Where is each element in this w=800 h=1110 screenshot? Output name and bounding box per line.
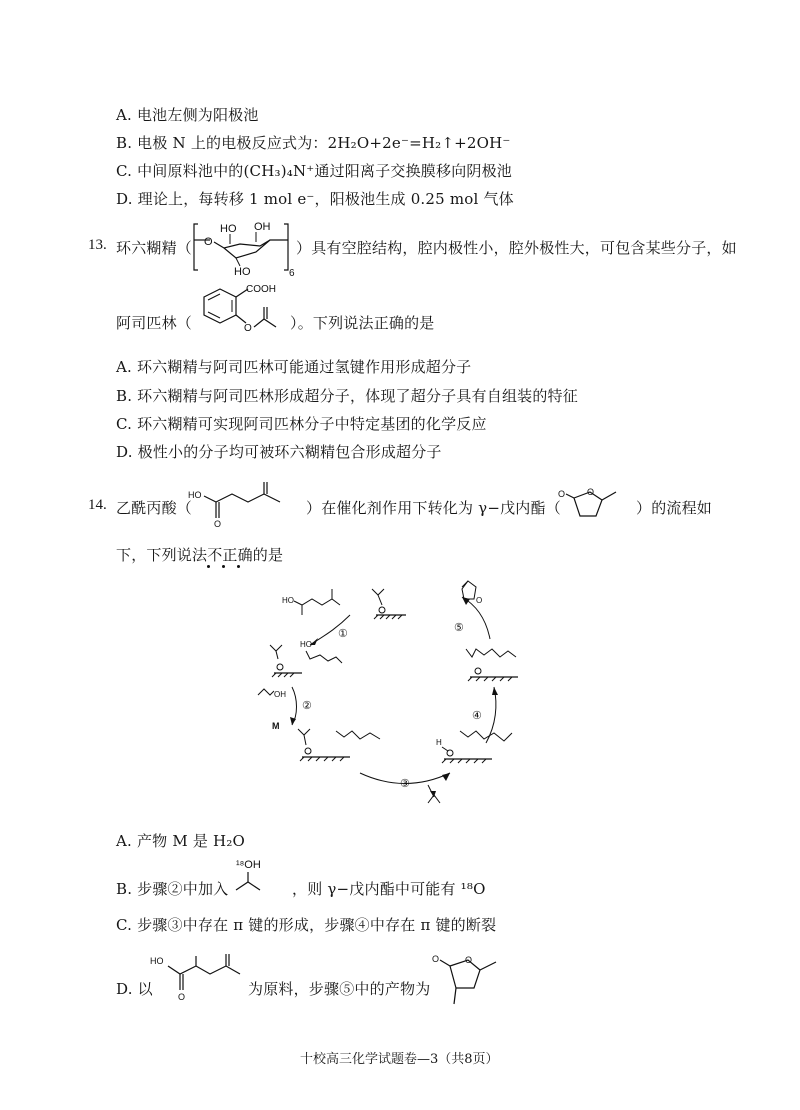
page-footer: 十校高三化学试题卷—3（共8页） <box>300 1052 499 1067</box>
q14-option-d-part2: 为原料，步骤⑤中的产物为 <box>248 980 431 998</box>
cycle-intermediate-4 <box>466 649 518 681</box>
ring-o-label: O <box>587 487 595 497</box>
q14-stem-line1b: ）的流程如 <box>636 499 713 517</box>
subscript-6: 6 <box>289 268 295 279</box>
o-label: O <box>214 519 222 529</box>
svg-text:OH: OH <box>274 690 286 699</box>
ring-o-label: O <box>465 955 473 965</box>
o18-label: ¹⁸OH <box>236 859 261 871</box>
emphasis-dot <box>207 565 210 568</box>
q13-option-c: C. 环六糊精可实现阿司匹林分子中特定基团的化学反应 <box>116 415 487 433</box>
q12-option-a: A. 电池左侧为阳极池 <box>116 106 259 124</box>
methyl-valerolactone-structure <box>430 948 514 1012</box>
cooh-label: COOH <box>246 284 276 295</box>
svg-text:O: O <box>204 236 213 248</box>
svg-text:O: O <box>476 596 483 605</box>
svg-text:O: O <box>178 992 186 1002</box>
levulinic-acid-structure <box>188 480 300 530</box>
q13-stem-line1: ）具有空腔结构，腔内极性小，腔外极性大，可包含某些分子，如 <box>296 239 737 257</box>
svg-text:HO: HO <box>282 596 294 605</box>
q13-stem-line2: ）。下列说法正确的是 <box>290 314 435 332</box>
q14-option-a: A. 产物 M 是 H₂O <box>116 832 246 850</box>
q14-name-levulinic-acid: 乙酰丙酸（ <box>116 499 193 517</box>
cycle-levulinic-acid <box>282 589 340 615</box>
emphasis-dot <box>222 565 225 568</box>
q14-option-d-part1: D. 以 <box>116 980 153 998</box>
cycle-intermediate-2 <box>298 729 380 761</box>
cycle-step-2 <box>258 687 312 731</box>
q13-name-aspirin: 阿司匹林（ <box>116 314 193 332</box>
o-label: O <box>558 489 566 499</box>
emphasis-dot <box>237 565 240 568</box>
methyl-levulinic-acid-structure <box>150 950 250 1006</box>
q14-number: 14. <box>88 497 107 513</box>
q13-option-d: D. 极性小的分子均可被环六糊精包合形成超分子 <box>116 443 442 461</box>
step-5: ⑤ <box>454 622 464 634</box>
step-2: ② <box>302 700 312 712</box>
q12-option-b: B. 电极 N 上的电极反应式为：2H₂O+2e⁻=H₂↑+2OH⁻ <box>116 134 511 152</box>
q14-option-c: C. 步骤③中存在 π 键的形成，步骤④中存在 π 键的断裂 <box>116 916 497 934</box>
ho-label: HO <box>220 223 237 235</box>
isopropanol-18o-structure <box>226 856 296 898</box>
cycle-intermediate-1 <box>270 640 342 677</box>
q14-stem-line1: ）在催化剂作用下转化为 γ−戊内酯（ <box>306 499 561 517</box>
ho-label: HO <box>188 490 202 500</box>
q13-option-b: B. 环六糊精与阿司匹林形成超分子，体现了超分子具有自组装的特征 <box>116 387 578 405</box>
product-m: M <box>272 721 280 731</box>
q14-stem-line2: 下，下列说法不正确的是 <box>116 546 284 564</box>
q12-option-d: D. 理论上，每转移 1 mol e⁻，阳极池生成 0.25 mol 气体 <box>116 190 514 208</box>
step-4: ④ <box>472 710 482 722</box>
step-3: ③ <box>400 778 410 790</box>
q12-option-c: C. 中间原料池中的(CH₃)₄N⁺通过阳离子交换膜移向阴极池 <box>116 162 513 180</box>
ho-label-2: HO <box>234 266 251 278</box>
q14-option-b-part1: B. 步骤②中加入 <box>116 880 229 898</box>
q13-name-cyclodextrin: 环六糊精（ <box>116 239 193 257</box>
q13-option-a: A. 环六糊精与阿司匹林可能通过氢键作用形成超分子 <box>116 358 472 376</box>
q14-option-b-part2: ，则 γ−戊内酯中可能有 ¹⁸O <box>292 880 486 898</box>
cycle-catalyst-top <box>372 589 406 619</box>
svg-text:H: H <box>436 738 442 747</box>
gamma-valerolactone-structure <box>556 478 634 530</box>
ester-o-label: O <box>244 323 252 334</box>
oh-label: OH <box>254 221 271 233</box>
q13-number: 13. <box>88 237 107 253</box>
cyclodextrin-structure <box>190 218 295 279</box>
step-1: ① <box>338 628 348 640</box>
catalytic-cycle-diagram <box>250 575 540 810</box>
svg-text:O: O <box>432 954 440 964</box>
aspirin-structure <box>186 283 286 341</box>
ho-label: HO <box>150 956 164 966</box>
cycle-intermediate-3 <box>436 731 512 763</box>
svg-text:HO: HO <box>300 640 312 649</box>
